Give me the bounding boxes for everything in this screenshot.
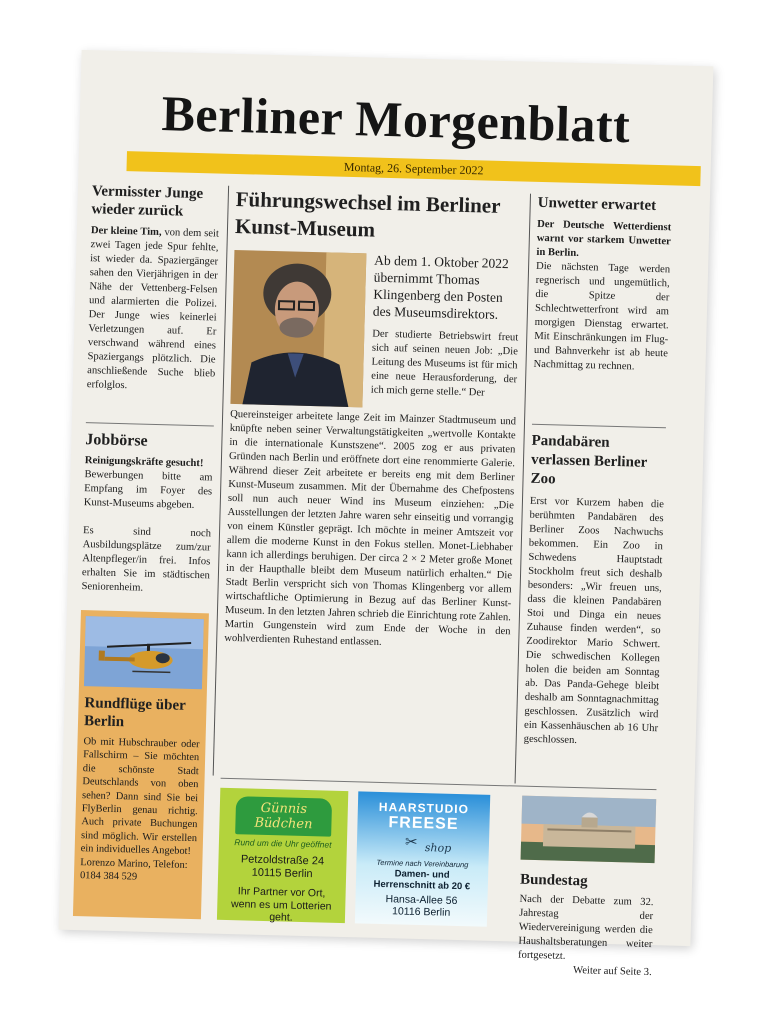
ad-hair-street: Hansa-Allee 56 bbox=[385, 893, 458, 908]
ad-lotto-slogan: Ihr Partner vor Ort, wenn es um Lotterien geht. bbox=[230, 885, 332, 924]
article-missing bbox=[87, 182, 220, 395]
article-bundestag-more: Weiter auf Seite 3. bbox=[572, 965, 652, 979]
article-weather-title: Unwetter erwartet bbox=[537, 194, 657, 214]
article-jobs-lead: Reinigungskräfte gesucht! bbox=[84, 455, 204, 470]
reichstag-photo bbox=[521, 796, 657, 863]
article-museum-text1: Der studierte Betriebswirt freut sich auf seinen neuen Job: „Die Leitung des Museums ist für mich eine neue Herausforderung, der ich mich gerne stelle.“ Der bbox=[370, 328, 519, 399]
ad-lotto-street: Petzoldstraße 24 bbox=[240, 853, 325, 868]
ad-hair-logo: shop bbox=[424, 841, 452, 855]
masthead: Berliner Morgenblatt bbox=[160, 85, 631, 154]
article-missing-title: Vermisster Junge wieder zurück bbox=[91, 183, 204, 220]
divider bbox=[532, 424, 666, 429]
article-museum-text2: Quereinsteiger arbeitete lange Zeit im Mainzer Stadtmuseum und knüpfte neben seiner Verwaltungstätigkeiten „wertvolle Kontakte in die internationale Kunstszene“. 2005 zog er aus privaten Gründen nach Berlin und eröffnete dort eine renommierte Galerie. Während dieser Zeit arbeitete er bereits eng mit dem Berliner Kunst-Museum zusammen. Mit der Übernahme des Chefpostens soll nun auch neuer Wind ins Museum einziehen: „Die Ausstellungen der letzten Jahre waren sehr einseitig und vorrangig von einem Künstler geprägt. Ich möchte in meiner Amtszeit vor allem die moderne Kunst in den Fokus stellen. Monet-Liebhaber kann ich allerdings beruhigen. Der circa 2 × 2 Meter große Monet in der Haupthalle bleibt dem Museum natürlich erhalten.“ Die Stadt Berlin verspricht sich von Thomas Klingenberg vor allem wirtschaftliche Optimierung in Bezug auf das Berliner Kunst-Museum. In den letzten Jahren schrieb die Einrichtung rote Zahlen. Martin Gungenstein wird zum Ende der Woche in den wohlverdienten Ruhestand entlassen. bbox=[224, 408, 517, 648]
article-bundestag-title: Bundestag bbox=[519, 871, 588, 890]
ad-lotto bbox=[217, 788, 348, 923]
ad-hairstudio bbox=[355, 791, 490, 926]
article-weather-text: Die nächsten Tage werden regnerisch und ungemütlich, die Spitze der Schlechtwetterfront wird am morgigen Dienstag erwartet. Mit Einschränkungen im Flug- und Bahnverkehr ist ab heute Nachmittag zu rechnen. bbox=[533, 260, 671, 373]
date-band: Montag, 26. September 2022 bbox=[126, 151, 700, 186]
scissors-icon: ✂ shop bbox=[404, 833, 452, 855]
ad-lotto-city: 10115 Berlin bbox=[251, 866, 313, 881]
article-jobs-title: Jobbörse bbox=[85, 431, 148, 450]
ad-hair-note: Termine nach Vereinbarung bbox=[376, 857, 469, 870]
article-museum-lead: Ab dem 1. Oktober 2022 übernimmt Thomas Klingenberg den Posten des Museumsdirektors. bbox=[372, 252, 509, 322]
ad-helicopter-body: Ob mit Hubschrauber oder Fallschirm – Sie möchten die schönste Stadt Deutschlands von oben sehen? Dann sind Sie bei FlyBerlin genau richtig. Auch private Buchungen sind möglich. Wir erstellen ein individuelles Angebot! bbox=[80, 736, 200, 858]
ad-helicopter-contact: Lorenzo Marino, Telefon: 0184 384 529 bbox=[79, 856, 188, 883]
article-museum bbox=[224, 186, 522, 653]
ad-lotto-hours: Rund um die Uhr geöffnet bbox=[234, 837, 332, 850]
article-jobs-text2: Es sind noch Ausbildungsplätze zum/zur Altenpfleger/in frei. Infos erhalten Sie im städtischen Seniorenheim. bbox=[81, 525, 212, 594]
ad-helicopter-text bbox=[80, 694, 201, 885]
ad-lotto-name: Günnis Büdchen bbox=[235, 796, 332, 836]
ad-hair-city: 10116 Berlin bbox=[391, 905, 451, 919]
article-jobs-text: Bewerbungen bitte am Empfang im Foyer des Kunst-Museums abgeben. bbox=[83, 469, 213, 511]
article-panda-text: Erst vor Kurzem haben die berühmten Pandabären des Berliner Zoos Nachwuchs bekommen. Ein Zoo in Schwedens Hauptstadt Stockholm freut sich deshalb besonders: „Wir freuen uns, dass die kleinen Pandabären Stoi und Dinga ein neues Zuhause finden werden“, so Zoodirektor Mario Schwert. Die schwedischen Kollegen holen die beiden am Sonntag ab. Das Panda-Gehege bleibt deshalb am Sonntagnachmittag geschlossen. Zusätzlich wird ein Kassenhäuschen ab 16 Uhr geschlossen. bbox=[523, 495, 665, 747]
portrait-photo bbox=[230, 250, 366, 407]
article-weather-lead: Der Deutsche Wetterdienst warnt vor starkem Unwetter in Berlin. bbox=[536, 218, 672, 259]
newspaper-page bbox=[59, 50, 714, 979]
man-portrait bbox=[230, 250, 366, 407]
article-missing-text: Der kleine Tim, von dem seit zwei Tagen jede Spur fehlte, ist wieder da. Spaziergänger sahen den Vierjährigen in der Nähe der Vettenberg-Felsen und alarmierten die Polizei. Der Junge wies keinerlei Verletzungen auf. Er verschwand während eines Spaziergangs plötzlich. Die anschließende Suche blieb erfolglos. bbox=[86, 225, 219, 392]
ad-hair-offer: Damen- und Herrenschnitt ab 20 € bbox=[373, 868, 471, 893]
helicopter-photo bbox=[84, 616, 204, 689]
article-bundestag-text: Nach der Debatte zum 32. Jahrestag der Wiedervereinigung werden die Haushaltsberatungen weiter fortgesetzt. bbox=[517, 893, 654, 962]
article-bundestag bbox=[518, 796, 657, 980]
divider bbox=[86, 422, 214, 426]
article-panda-title: Pandabären verlassen Berliner Zoo bbox=[530, 432, 648, 488]
article-panda bbox=[524, 432, 666, 750]
divider bbox=[221, 778, 657, 790]
article-jobs bbox=[81, 430, 213, 597]
article-museum-title: Führungswechsel im Berliner Kunst-Museum bbox=[234, 186, 501, 242]
ad-hair-line1: HAARSTUDIO bbox=[378, 799, 470, 817]
ad-helicopter bbox=[73, 610, 209, 919]
ad-hair-line2: FREESE bbox=[388, 814, 459, 834]
article-weather bbox=[533, 194, 672, 375]
ad-helicopter-title: Rundflüge über Berlin bbox=[83, 695, 186, 731]
